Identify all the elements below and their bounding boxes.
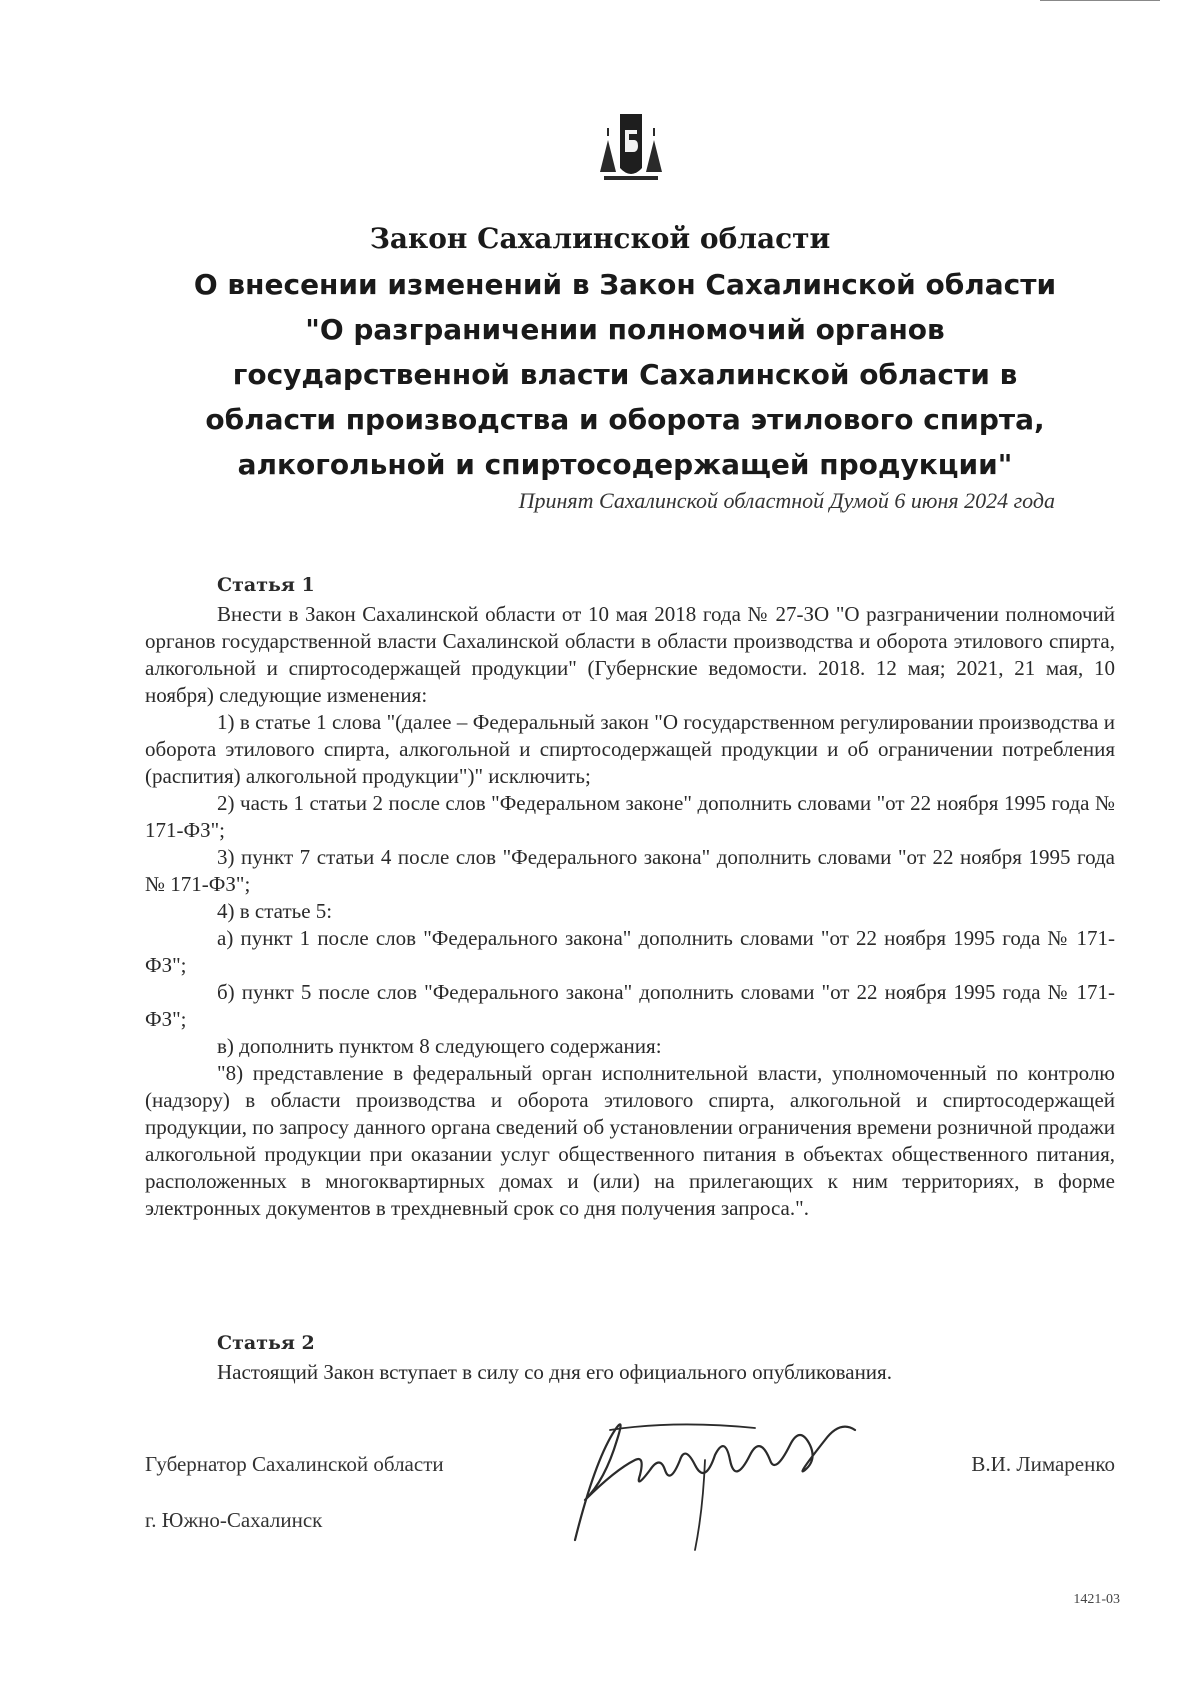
article-1-paragraph: Внести в Закон Сахалинской области от 10 мая 2018 года № 27-ЗО "О разграничении полномочий органов государственной власти Сахалинской области в области производства и оборота этилового спирта, алкогольной и спиртосодержащей продукции" (Губернские ведомости. 2018. 12 мая; 2021, 21 мая, 10 ноября) следующие изменения:: [145, 602, 1115, 707]
adoption-note: Принят Сахалинской областной Думой 6 июня 2024 года: [518, 488, 1055, 513]
article-2-text: Настоящий Закон вступает в силу со дня его официального опубликования.: [217, 1360, 892, 1384]
article-1-paragraph: б) пункт 5 после слов "Федерального закона" дополнить словами "от 22 ноября 1995 года № 171-ФЗ";: [145, 980, 1115, 1031]
document-number: 1421-03: [1073, 1592, 1120, 1607]
article-1-paragraph: "8) представление в федеральный орган исполнительной власти, уполномоченный по контролю (надзору) в области производства и оборота этилового спирта, алкогольной и спиртосодержащей продукции, по запросу данного органа сведений об установлении ограничения времени розничной продажи алкогольной продукции при оказании услуг общественного питания в объектах общественного питания, расположенных в многоквартирных домах и (или) на прилегающих к ним территориях, в форме электронных документов в трехдневный срок со дня получения запроса.".: [145, 1061, 1115, 1220]
law-subtitle: О внесении изменений в Закон Сахалинской области "О разграничении полномочий органов государственной власти Сахалинской области в области производства и оборота этилового спирта, алкогольной и спиртосодержащей продукции": [193, 268, 1057, 481]
article-1-heading: Статья 1: [217, 574, 315, 596]
article-1-paragraph: в) дополнить пунктом 8 следующего содержания:: [217, 1034, 662, 1058]
law-title: Закон Сахалинской области: [369, 222, 831, 255]
article-1-paragraph: 3) пункт 7 статьи 4 после слов "Федерального закона" дополнить словами "от 22 ноября 1995 года № 171-ФЗ";: [145, 845, 1115, 896]
signatory-name: В.И. Лимаренко: [971, 1452, 1115, 1476]
article-1: [145, 572, 1115, 1222]
sakhalin-coat-of-arms-icon: [598, 110, 664, 196]
article-2: [145, 1330, 1115, 1386]
article-1-paragraph: 1) в статье 1 слова "(далее – Федеральный закон "О государственном регулировании производства и оборота этилового спирта, алкогольной и спиртосодержащей продукции и об ограничении потребления (распития) алкогольной продукции")" исключить;: [145, 710, 1115, 788]
article-1-paragraph: 4) в статье 5:: [217, 899, 333, 923]
signing-city: г. Южно-Сахалинск: [145, 1508, 323, 1532]
scan-border-line: [1040, 0, 1160, 1]
article-1-paragraph: а) пункт 1 после слов "Федерального закона" дополнить словами "от 22 ноября 1995 года № 171-ФЗ";: [145, 926, 1115, 977]
article-1-paragraph: 2) часть 1 статьи 2 после слов "Федеральном законе" дополнить словами "от 22 ноября 1995 года № 171-ФЗ";: [145, 791, 1115, 842]
signatory-position: Губернатор Сахалинской области: [145, 1452, 444, 1476]
handwritten-signature-icon: [555, 1400, 865, 1560]
article-2-heading: Статья 2: [217, 1332, 315, 1354]
